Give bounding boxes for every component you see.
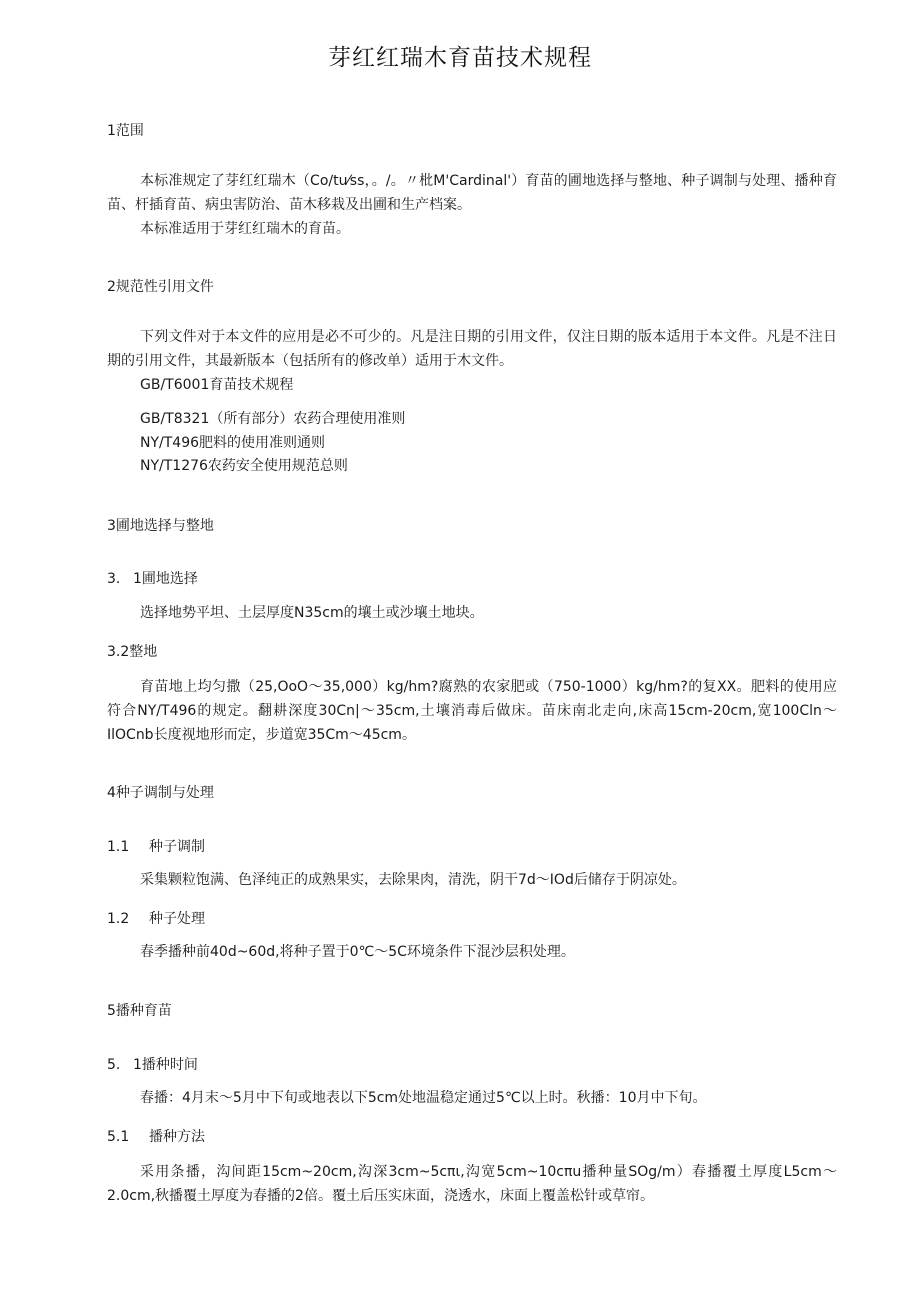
section-1-paragraph-scope: 本标准规定了芽红红瑞木（Co∕tu⁄ss，。/。〃枇M'Cardinal'）育苗的圃地选择与整地、种子调制与处理、播种育苗、杆插育苗、病虫害防治、苗木移栽及出圃和生产档案。 <box>107 173 837 213</box>
subsection-4-2-text: 春季播种前40d~60d,将种子置于0℃～5C环境条件下混沙层积处理。 <box>140 944 575 960</box>
section-3-heading: 3圃地选择与整地 <box>107 518 214 534</box>
subsection-3-1-text: 选择地势平坦、土层厚度N35cm的壤土或沙壤土地块。 <box>140 605 484 621</box>
section-2-heading: 2规范性引用文件 <box>107 279 214 295</box>
section-5-heading: 5播种育苗 <box>107 1003 172 1019</box>
subsection-number: 5.1 <box>107 1129 130 1145</box>
subsection-title: 1圃地选择 <box>133 571 198 587</box>
subsection-4-2-heading <box>107 909 205 929</box>
subsection-title: 种子调制 <box>149 839 205 855</box>
subsection-4-1-heading <box>107 837 205 857</box>
subsection-5-1-heading <box>107 1055 198 1075</box>
subsection-3-2-text: 育苗地上均匀撒（25,OoO～35,000）kg/hm?腐熟的农家肥或（750-1000）kg/hm?的复XX。肥料的使用应符合NY/T496的规定。翻耕深度30Cn|～35cm,土壤消毒后做床。苗床南北走向,床高15cm-20cm,宽100Cln～IlOCnb长度视地形而定，步道宽35Cm～45cm。 <box>107 679 837 743</box>
reference-item: NY/T1276农药安全使用规范总则 <box>140 458 348 474</box>
subsection-5-2-text: 采用条播，沟间距15cm~20cm,沟深3cm~5cπι,沟宽5cm~10cπu播种量SOg/m）春播覆土厚度L5cm～2.0cm,秋播覆土厚度为春播的2倍。覆土后压实床面，浇透水，床面上覆盖松针或草帘。 <box>107 1164 837 1204</box>
reference-item: GB/T8321（所有部分）农药合理使用准则 <box>140 411 406 427</box>
subsection-4-1-text: 采集颗粒饱满、色泽纯正的成熟果实，去除果肉，清洗，阴干7d～IOd后储存于阴凉处。 <box>140 872 686 888</box>
subsection-5-1-text: 春播：4月末～5月中下旬或地表以下5cm处地温稳定通过5℃以上时。秋播：10月中下旬。 <box>140 1090 707 1106</box>
subsection-title: 1播种时间 <box>133 1057 198 1073</box>
section-2-paragraph-intro: 下列文件对于本文件的应用是必不可少的。凡是注日期的引用文件，仅注日期的版本适用于本文件。凡是不注日期的引用文件，其最新版本（包括所有的修改单）适用于木文件。 <box>107 329 837 369</box>
reference-item: GB/T6001育苗技术规程 <box>140 377 294 393</box>
subsection-3-1-heading <box>107 569 198 589</box>
subsection-3-2-heading: 3.2整地 <box>107 644 158 660</box>
section-1-paragraph-applicability: 本标准适用于芽红红瑞木的育苗。 <box>140 221 350 237</box>
subsection-number: 1.2 <box>107 911 130 927</box>
section-4-heading: 4种子调制与处理 <box>107 785 214 801</box>
subsection-title: 种子处理 <box>149 911 205 927</box>
subsection-number: 1.1 <box>107 839 130 855</box>
subsection-5-2-heading <box>107 1127 205 1147</box>
subsection-number: 5. <box>107 1057 121 1073</box>
subsection-number: 3. <box>107 571 121 587</box>
document-title: 芽红红瑞木育苗技术规程 <box>328 45 592 71</box>
subsection-title: 播种方法 <box>149 1129 205 1145</box>
reference-item: NY/T496肥料的使用准则通则 <box>140 435 326 451</box>
section-1-heading: 1范围 <box>107 123 144 139</box>
